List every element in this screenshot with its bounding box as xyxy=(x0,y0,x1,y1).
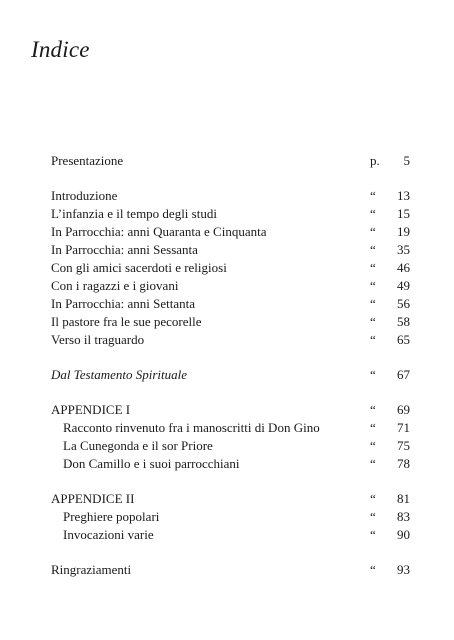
toc-entry-anni-sessanta xyxy=(0,241,454,259)
toc-entry-anni-settanta xyxy=(0,295,454,313)
toc-page-number: 83 xyxy=(397,509,410,524)
toc-entry-racconto xyxy=(0,419,454,437)
toc-ditto-mark: “ xyxy=(370,242,376,257)
toc-ditto-mark: “ xyxy=(370,260,376,275)
toc-page-number: 81 xyxy=(397,491,410,506)
toc-entry-label: Don Camillo e i suoi parrocchiani xyxy=(63,456,240,471)
toc-entry-label: Ringraziamenti xyxy=(51,562,132,577)
toc-entry-label: Invocazioni varie xyxy=(63,527,154,542)
toc-ditto-mark: “ xyxy=(370,314,376,329)
toc-entry-don-camillo xyxy=(0,455,454,473)
toc-page-number: 46 xyxy=(397,260,410,275)
toc-ditto-mark: “ xyxy=(370,296,376,311)
toc-page-prefix: p. xyxy=(370,153,380,168)
toc-entry-label: Verso il traguardo xyxy=(51,332,145,347)
toc-page-number: 71 xyxy=(397,420,410,435)
toc-entry-infanzia xyxy=(0,205,454,223)
toc-ditto-mark: “ xyxy=(370,188,376,203)
toc-entry-label: Presentazione xyxy=(51,153,124,168)
toc-ditto-mark: “ xyxy=(370,367,376,382)
toc-page-number: 35 xyxy=(397,242,410,257)
toc-entry-cunegonda xyxy=(0,437,454,455)
toc-page-number: 75 xyxy=(397,438,410,453)
toc-page-number: 49 xyxy=(397,278,410,293)
toc-entry-amici-sacerdoti xyxy=(0,259,454,277)
toc-entry-label: Dal Testamento Spirituale xyxy=(51,367,188,382)
toc-page-number: 78 xyxy=(397,456,410,471)
page-title: Indice xyxy=(31,37,90,62)
toc-ditto-mark: “ xyxy=(370,509,376,524)
toc-entry-label: La Cunegonda e il sor Priore xyxy=(63,438,213,453)
toc-entry-appendice-1 xyxy=(0,401,454,419)
toc-page-number: 93 xyxy=(397,562,410,577)
toc-entry-label: In Parrocchia: anni Quaranta e Cinquanta xyxy=(51,224,267,239)
toc-entry-ringraziamenti xyxy=(0,561,454,579)
toc-page-number: 69 xyxy=(397,402,410,417)
toc-page-number: 13 xyxy=(397,188,410,203)
toc-ditto-mark: “ xyxy=(370,491,376,506)
toc-page-number: 15 xyxy=(397,206,410,221)
toc-entry-label: Con i ragazzi e i giovani xyxy=(51,278,179,293)
toc-page-number: 19 xyxy=(397,224,410,239)
toc-entry-invocazioni xyxy=(0,526,454,544)
toc-ditto-mark: “ xyxy=(370,456,376,471)
toc-entry-presentazione xyxy=(0,152,454,170)
toc-page-number: 56 xyxy=(397,296,410,311)
toc-page-number: 90 xyxy=(397,527,410,542)
toc-entry-preghiere xyxy=(0,508,454,526)
toc-page-number: 65 xyxy=(397,332,410,347)
toc-ditto-mark: “ xyxy=(370,402,376,417)
toc-entry-label: In Parrocchia: anni Settanta xyxy=(51,296,196,311)
toc-page-number: 58 xyxy=(397,314,410,329)
toc-entry-label: APPENDICE II xyxy=(51,491,135,506)
toc-ditto-mark: “ xyxy=(370,332,376,347)
toc-page-number: 5 xyxy=(403,153,410,168)
toc-entry-label: APPENDICE I xyxy=(51,402,131,417)
toc-entry-label: In Parrocchia: anni Sessanta xyxy=(51,242,198,257)
toc-entry-label: Con gli amici sacerdoti e religiosi xyxy=(51,260,227,275)
toc-ditto-mark: “ xyxy=(370,206,376,221)
toc-page-number: 67 xyxy=(397,367,410,382)
toc-ditto-mark: “ xyxy=(370,278,376,293)
toc-ditto-mark: “ xyxy=(370,224,376,239)
toc-entry-ragazzi xyxy=(0,277,454,295)
toc-ditto-mark: “ xyxy=(370,527,376,542)
toc-entry-label: L’infanzia e il tempo degli studi xyxy=(51,206,217,221)
toc-entry-appendice-2 xyxy=(0,490,454,508)
toc-entry-label: Racconto rinvenuto fra i manoscritti di Don Gino xyxy=(63,420,320,435)
toc-entry-label: Il pastore fra le sue pecorelle xyxy=(51,314,202,329)
toc-entry-testamento xyxy=(0,366,454,384)
toc-entry-pastore xyxy=(0,313,454,331)
toc-entry-label: Introduzione xyxy=(51,188,118,203)
toc-entry-traguardo xyxy=(0,331,454,349)
toc-ditto-mark: “ xyxy=(370,420,376,435)
toc-entry-anni-quaranta xyxy=(0,223,454,241)
toc-entry-introduzione xyxy=(0,187,454,205)
toc-ditto-mark: “ xyxy=(370,562,376,577)
toc-entry-label: Preghiere popolari xyxy=(63,509,160,524)
toc-ditto-mark: “ xyxy=(370,438,376,453)
